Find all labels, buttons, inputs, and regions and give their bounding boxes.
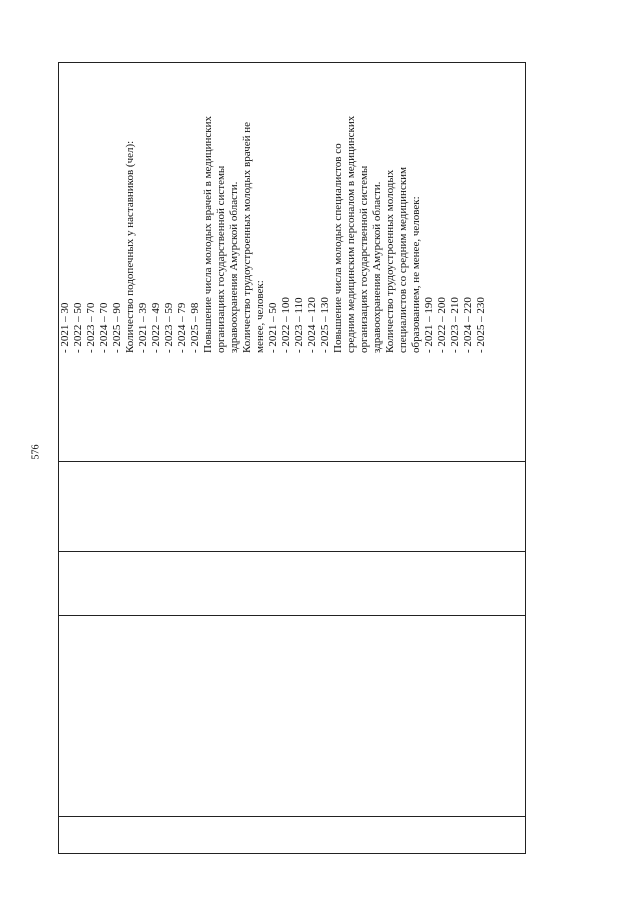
table-cell-line: - 2022 – 50 [72, 302, 84, 353]
table-cell-line: организациях государственной системы [215, 165, 227, 353]
table-row-divider [59, 551, 525, 552]
table-cell-line: - 2023 – 210 [449, 297, 461, 353]
table-cell-line: здравоохранения Амурской области. [371, 181, 383, 353]
table-cell-line: Повышение числа молодых специалистов со [332, 143, 344, 353]
table-row-divider [59, 615, 525, 616]
table-cell-line: - 2021 – 190 [423, 297, 435, 353]
table-cell-line: средним медицинским персоналом в медицинских [345, 115, 357, 353]
table-cell-line: - 2021 – 39 [137, 302, 149, 353]
table-cell-line: - 2024 – 220 [462, 297, 474, 353]
table-cell-line: - 2021 – 30 [59, 302, 71, 353]
table-cell-line: Количество трудоустроенных молодых врачей не [241, 122, 253, 353]
table-cell-line: - 2023 – 59 [163, 302, 175, 353]
table-cell-text [59, 63, 525, 353]
table-row-divider [59, 461, 525, 462]
table-cell-line: - 2023 – 110 [293, 297, 305, 353]
table-cell-line: Повышение числа молодых врачей в медицинских [202, 115, 214, 353]
document-table [58, 62, 526, 854]
page-number: 576 [30, 444, 42, 460]
table-cell-line: - 2021 – 50 [267, 302, 279, 353]
table-row-divider [59, 816, 525, 817]
table-cell-line: образованием, не менее, человек: [410, 196, 422, 353]
table-cell-line: организациях государственной системы [358, 165, 370, 353]
table-cell-line: - 2024 – 79 [176, 302, 188, 353]
table-cell-line: - 2022 – 49 [150, 302, 162, 353]
table-cell-line: - 2024 – 70 [98, 302, 110, 353]
table-cell-line: - 2025 – 98 [189, 302, 201, 353]
table-cell-line: менее, человек: [254, 280, 266, 353]
table-cell-line: специалистов со средним медицинским [397, 166, 409, 353]
table-cell-line: - 2025 – 230 [475, 297, 487, 353]
table-cell-line: Количество подопечных у наставников (чел): [124, 140, 136, 353]
table-cell-line: - 2023 – 70 [85, 302, 97, 353]
table-cell-line: - 2022 – 200 [436, 297, 448, 353]
table-cell-line: Количество трудоустроенных молодых [384, 169, 396, 353]
table-cell-line: - 2022 – 100 [280, 297, 292, 353]
table-cell-line: - 2025 – 90 [111, 302, 123, 353]
table-cell-line: - 2024 – 120 [306, 297, 318, 353]
table-cell-line: здравоохранения Амурской области. [228, 181, 240, 353]
table-cell-line: - 2025 – 130 [319, 297, 331, 353]
